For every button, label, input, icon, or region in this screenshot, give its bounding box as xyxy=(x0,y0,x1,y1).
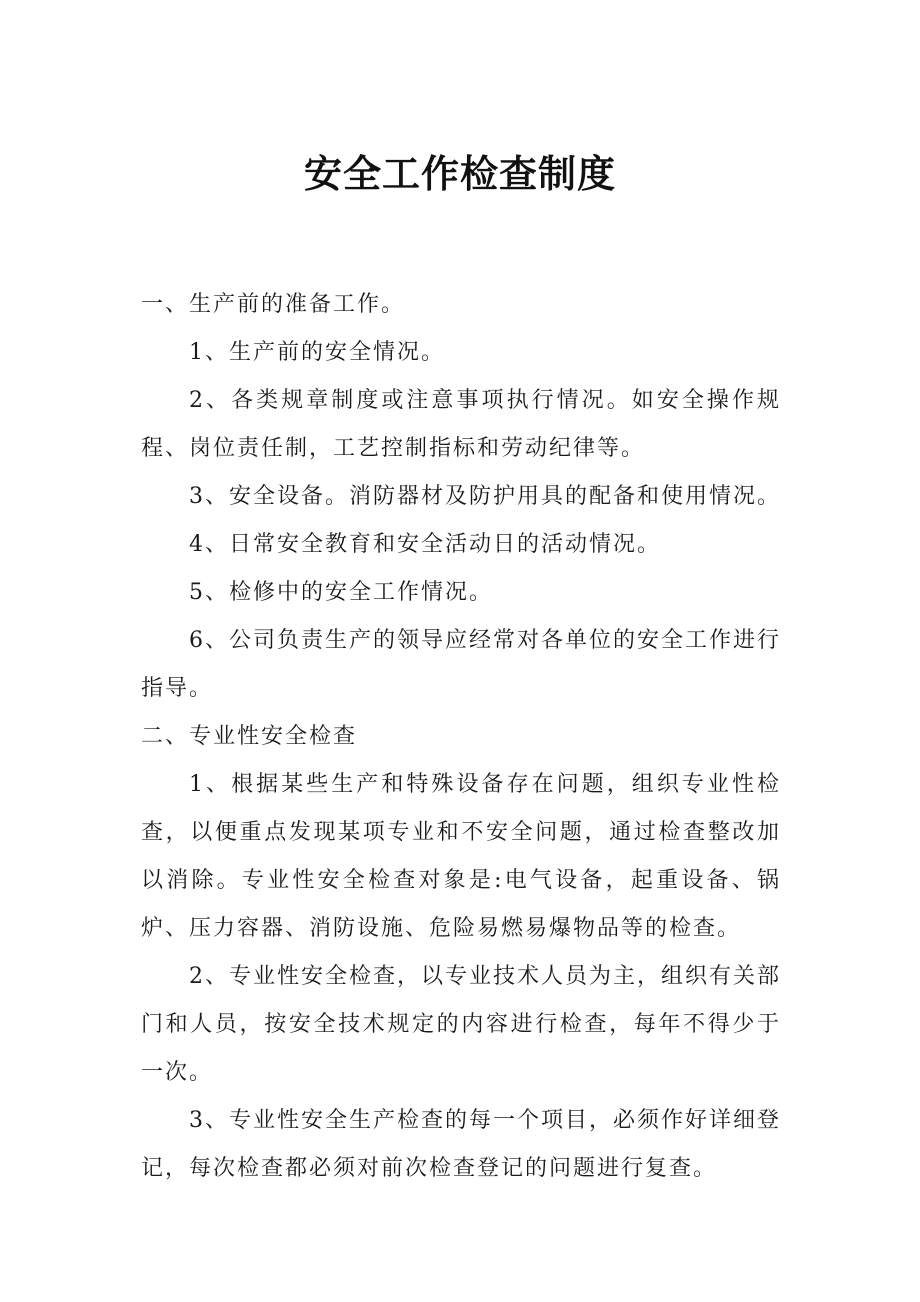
section-1-item-6: 6、公司负责生产的领导应经常对各单位的安全工作进行指导。 xyxy=(141,628,781,701)
section-2-item-3: 3、专业性安全生产检查的每一个项目，必须作好详细登记，每次检查都必须对前次检查登记的问题进行复查。 xyxy=(141,1108,781,1181)
section-1-item-3: 3、安全设备。消防器材及防护用具的配备和使用情况。 xyxy=(189,484,781,509)
section-1-item-4: 4、日常安全教育和安全活动日的活动情况。 xyxy=(189,532,661,557)
section-2-item-2: 2、专业性安全检查，以专业技术人员为主，组织有关部门和人员，按安全技术规定的内容进行检查，每年不得少于一次。 xyxy=(141,964,781,1085)
section-1-heading: 一、生产前的准备工作。 xyxy=(141,292,406,317)
section-1-item-2: 2、各类规章制度或注意事项执行情况。如安全操作规程、岗位责任制，工艺控制指标和劳动纪律等。 xyxy=(141,388,781,461)
document-title: 安全工作检查制度 xyxy=(303,152,616,197)
section-1-item-1: 1、生产前的安全情况。 xyxy=(189,340,445,365)
section-2-heading: 二、专业性安全检查 xyxy=(141,724,358,749)
section-2-item-1: 1、根据某些生产和特殊设备存在问题，组织专业性检查，以便重点发现某项专业和不安全问题，通过检查整改加以消除。专业性安全检查对象是:电气设备，起重设备、锅炉、压力容器、消防设施、危险易燃易爆物品等的检查。 xyxy=(141,772,781,941)
document-body xyxy=(141,281,781,1193)
section-1-item-5: 5、检修中的安全工作情况。 xyxy=(189,580,493,605)
